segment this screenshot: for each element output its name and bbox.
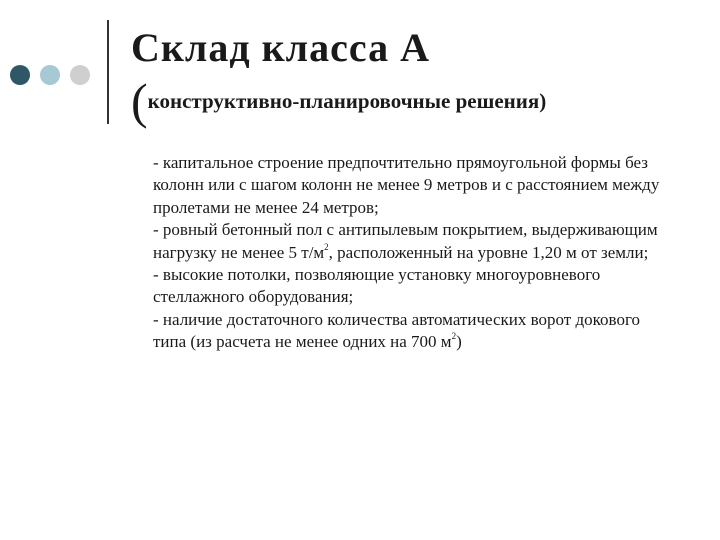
bullet-dot-light-blue <box>40 65 60 85</box>
title-subtitle-text: конструктивно-планировочные решения) <box>147 89 547 113</box>
list-item <box>153 219 673 264</box>
title-subtitle <box>131 73 701 129</box>
list-item-text: - ровный бетонный пол с антипылевым покрытием, выдерживающим нагрузку не менее 5 т/м <box>153 220 658 262</box>
superscript: 2 <box>324 241 329 252</box>
list-item-text: - наличие достаточного количества автоматических ворот докового типа (из расчета не менее одних на 700 м <box>153 309 640 352</box>
bullet-dot-dark <box>10 65 30 85</box>
superscript: 2 <box>451 331 457 342</box>
title-divider-line <box>107 20 109 124</box>
list-item: - высокие потолки, позволяющие установку многоуровневого стеллажного оборудования; <box>153 265 601 307</box>
title-open-paren: ( <box>131 73 148 129</box>
list-item-text: , расположенный на уровне 1,20 м от земли; <box>328 242 649 262</box>
list-item-text: ) <box>456 332 462 352</box>
title-main: Склад класса А <box>131 25 430 70</box>
list-item <box>153 309 673 354</box>
bullet-dot-gray <box>70 65 90 85</box>
slide-body <box>153 152 673 354</box>
list-item: - капитальное строение предпочтительно прямоугольной формы без колонн или с шагом колонн не менее 9 метров и с расстоянием между пролетами не менее 24 метров; <box>153 153 660 217</box>
slide-title <box>131 24 701 128</box>
